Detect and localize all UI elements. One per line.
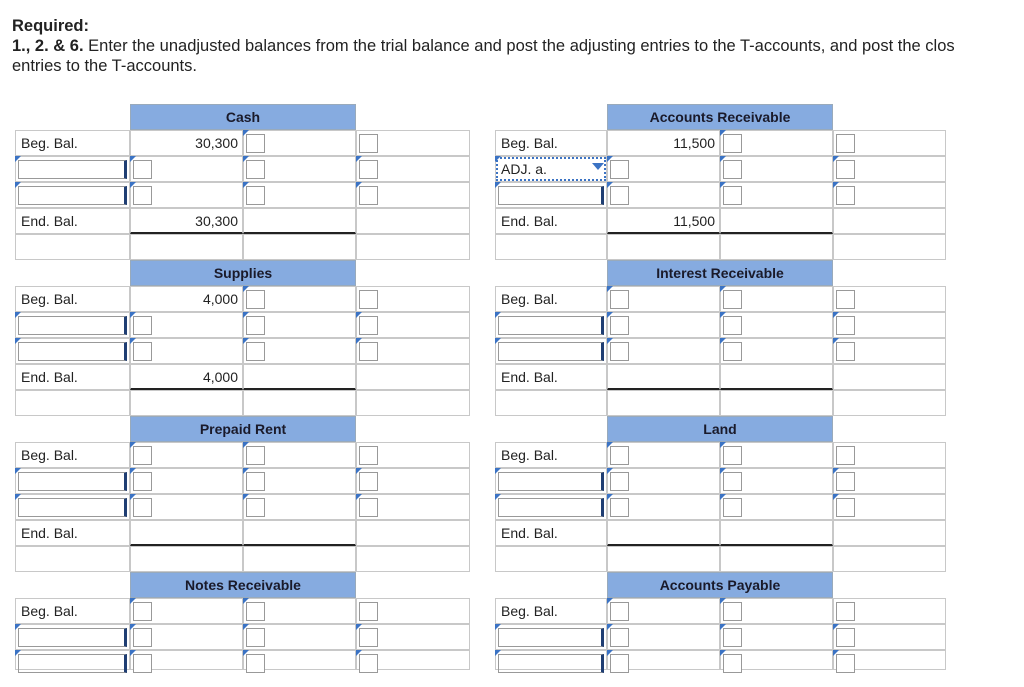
beg-bal-debit-input[interactable]: [607, 598, 720, 624]
account-header-ap: Accounts Payable: [607, 572, 833, 598]
instructions: [12, 16, 955, 76]
input-marker-icon: [130, 598, 136, 604]
entry-debit-input[interactable]: [130, 494, 243, 520]
input-marker-icon: [130, 494, 136, 500]
account-header-cash: Cash: [130, 104, 356, 130]
input-marker-icon: [720, 624, 726, 630]
header-spacer: [495, 416, 607, 442]
input-marker-icon: [356, 338, 362, 344]
blank-cell: [607, 390, 720, 416]
entry-select[interactable]: [15, 468, 130, 494]
input-marker-icon: [720, 286, 726, 292]
blank-cell: [833, 546, 946, 572]
entry-credit-input[interactable]: [720, 156, 833, 182]
blank-cell: [356, 442, 470, 468]
input-marker-icon: [833, 156, 839, 162]
entry-credit-input[interactable]: [243, 156, 356, 182]
input-marker-icon: [15, 650, 21, 656]
instructions-numbers: 1., 2. & 6.: [12, 37, 84, 55]
blank-cell: [356, 624, 470, 650]
beg-bal-debit-input[interactable]: 4,000: [130, 286, 243, 312]
input-marker-icon: [833, 182, 839, 188]
chevron-down-icon[interactable]: [592, 163, 604, 170]
input-marker-icon: [243, 494, 249, 500]
blank-cell: [833, 598, 946, 624]
entry-credit-input[interactable]: [720, 312, 833, 338]
input-marker-icon: [356, 468, 362, 474]
blank-cell: [356, 182, 470, 208]
entry-debit-input[interactable]: [130, 182, 243, 208]
account-header-land: Land: [607, 416, 833, 442]
blank-cell: [495, 234, 607, 260]
entry-select[interactable]: [15, 624, 130, 650]
blank-cell: [356, 546, 470, 572]
input-marker-icon: [607, 286, 613, 292]
end-bal-label: End. Bal.: [495, 208, 607, 234]
input-marker-icon: [130, 312, 136, 318]
input-marker-icon: [833, 494, 839, 500]
account-header-supplies: Supplies: [130, 260, 356, 286]
end-bal-credit: [720, 364, 833, 390]
input-marker-icon: [833, 312, 839, 318]
beg-bal-label: Beg. Bal.: [495, 442, 607, 468]
end-bal-credit: [243, 520, 356, 546]
blank-cell: [833, 286, 946, 312]
blank-cell: [356, 364, 470, 390]
input-marker-icon: [243, 312, 249, 318]
entry-credit-input[interactable]: [243, 494, 356, 520]
blank-cell: [607, 546, 720, 572]
header-spacer: [15, 416, 130, 442]
adjustment-select[interactable]: [495, 156, 607, 182]
beg-bal-credit-input[interactable]: [720, 442, 833, 468]
blank-cell: [356, 156, 470, 182]
input-marker-icon: [495, 468, 501, 474]
blank-cell: [15, 234, 130, 260]
entry-debit-input[interactable]: [607, 494, 720, 520]
entry-select[interactable]: [15, 494, 130, 520]
input-marker-icon: [356, 312, 362, 318]
blank-cell: [720, 546, 833, 572]
input-marker-icon: [720, 156, 726, 162]
beg-bal-label: Beg. Bal.: [15, 130, 130, 156]
beg-bal-credit-input[interactable]: [720, 286, 833, 312]
input-marker-icon: [720, 598, 726, 604]
entry-credit-input[interactable]: [720, 494, 833, 520]
input-marker-icon: [495, 494, 501, 500]
input-marker-icon: [833, 468, 839, 474]
end-bal-debit: 4,000: [130, 364, 243, 390]
entry-select[interactable]: [15, 156, 130, 182]
blank-cell: [833, 520, 946, 546]
beg-bal-label: Beg. Bal.: [15, 442, 130, 468]
input-marker-icon: [720, 468, 726, 474]
end-bal-debit: [607, 364, 720, 390]
input-marker-icon: [356, 494, 362, 500]
header-spacer: [495, 104, 607, 130]
beg-bal-credit-input[interactable]: [243, 442, 356, 468]
input-marker-icon: [607, 442, 613, 448]
blank-cell: [833, 234, 946, 260]
blank-cell: [833, 130, 946, 156]
input-marker-icon: [607, 312, 613, 318]
end-bal-credit: [720, 208, 833, 234]
blank-cell: [356, 650, 470, 670]
input-marker-icon: [243, 650, 249, 656]
entry-credit-input[interactable]: [243, 338, 356, 364]
input-marker-icon: [833, 650, 839, 656]
entry-debit-input[interactable]: [607, 468, 720, 494]
input-marker-icon: [495, 624, 501, 630]
blank-cell: [130, 234, 243, 260]
input-marker-icon: [495, 650, 501, 656]
input-marker-icon: [833, 624, 839, 630]
input-marker-icon: [243, 286, 249, 292]
entry-debit-input[interactable]: [607, 338, 720, 364]
entry-select[interactable]: [495, 494, 607, 520]
end-bal-debit: 11,500: [607, 208, 720, 234]
end-bal-credit: [243, 208, 356, 234]
account-header-interest: Interest Receivable: [607, 260, 833, 286]
blank-cell: [833, 156, 946, 182]
entry-credit-input[interactable]: [720, 468, 833, 494]
beg-bal-credit-input[interactable]: [243, 598, 356, 624]
end-bal-label: End. Bal.: [495, 364, 607, 390]
input-marker-icon: [130, 182, 136, 188]
input-marker-icon: [607, 156, 613, 162]
selection-outline: [496, 157, 606, 181]
input-marker-icon: [243, 130, 249, 136]
input-marker-icon: [356, 156, 362, 162]
instructions-heading: Required:: [12, 17, 90, 35]
instructions-text-1: Enter the unadjusted balances from the trial balance and post the adjusting entries to the T-accounts, and post the clos: [83, 37, 955, 55]
blank-cell: [833, 494, 946, 520]
blank-cell: [356, 494, 470, 520]
blank-cell: [356, 234, 470, 260]
blank-cell: [130, 390, 243, 416]
entry-select[interactable]: [15, 338, 130, 364]
entry-select[interactable]: [15, 312, 130, 338]
adjustment-label: ADJ. a.: [501, 161, 547, 177]
entry-select[interactable]: [15, 182, 130, 208]
input-marker-icon: [15, 156, 21, 162]
account-header-notes: Notes Receivable: [130, 572, 356, 598]
entry-debit-input[interactable]: [607, 312, 720, 338]
input-marker-icon: [15, 312, 21, 318]
end-bal-credit: [243, 364, 356, 390]
entry-debit-input[interactable]: [607, 156, 720, 182]
end-bal-label: End. Bal.: [15, 208, 130, 234]
input-marker-icon: [356, 182, 362, 188]
blank-cell: [356, 208, 470, 234]
header-spacer: [15, 260, 130, 286]
beg-bal-label: Beg. Bal.: [15, 286, 130, 312]
input-marker-icon: [243, 156, 249, 162]
input-marker-icon: [130, 650, 136, 656]
input-marker-icon: [607, 494, 613, 500]
beg-bal-label: Beg. Bal.: [495, 598, 607, 624]
blank-cell: [356, 390, 470, 416]
account-header-ar: Accounts Receivable: [607, 104, 833, 130]
input-marker-icon: [243, 442, 249, 448]
entry-credit-input[interactable]: [720, 624, 833, 650]
beg-bal-label: Beg. Bal.: [495, 130, 607, 156]
blank-cell: [833, 442, 946, 468]
blank-cell: [356, 598, 470, 624]
input-marker-icon: [356, 624, 362, 630]
input-marker-icon: [720, 130, 726, 136]
entry-debit-input[interactable]: [130, 156, 243, 182]
input-marker-icon: [130, 338, 136, 344]
entry-select[interactable]: [495, 468, 607, 494]
entry-debit-input[interactable]: [130, 338, 243, 364]
entry-select[interactable]: [15, 650, 130, 670]
entry-credit-input[interactable]: [243, 650, 356, 670]
end-bal-label: End. Bal.: [495, 520, 607, 546]
blank-cell: [833, 624, 946, 650]
header-spacer: [495, 572, 607, 598]
input-marker-icon: [243, 624, 249, 630]
input-marker-icon: [607, 598, 613, 604]
input-marker-icon: [243, 468, 249, 474]
beg-bal-debit-input[interactable]: [607, 442, 720, 468]
blank-cell: [495, 546, 607, 572]
input-marker-icon: [607, 338, 613, 344]
entry-select[interactable]: [495, 650, 607, 670]
entry-select[interactable]: [495, 338, 607, 364]
entry-credit-input[interactable]: [243, 468, 356, 494]
entry-credit-input[interactable]: [720, 338, 833, 364]
entry-credit-input[interactable]: [243, 182, 356, 208]
header-spacer: [15, 572, 130, 598]
beg-bal-debit-input[interactable]: [130, 598, 243, 624]
blank-cell: [356, 130, 470, 156]
input-marker-icon: [130, 624, 136, 630]
blank-cell: [130, 546, 243, 572]
input-marker-icon: [495, 156, 501, 162]
input-marker-icon: [15, 182, 21, 188]
entry-debit-input[interactable]: [607, 624, 720, 650]
entry-debit-input[interactable]: [607, 182, 720, 208]
blank-cell: [720, 390, 833, 416]
blank-cell: [833, 390, 946, 416]
input-marker-icon: [356, 650, 362, 656]
entry-credit-input[interactable]: [720, 182, 833, 208]
blank-cell: [833, 364, 946, 390]
entry-debit-input[interactable]: [130, 312, 243, 338]
blank-cell: [833, 468, 946, 494]
input-marker-icon: [130, 468, 136, 474]
blank-cell: [243, 546, 356, 572]
input-marker-icon: [15, 624, 21, 630]
beg-bal-debit-input[interactable]: 30,300: [130, 130, 243, 156]
end-bal-credit: [720, 520, 833, 546]
beg-bal-debit-input[interactable]: [130, 442, 243, 468]
input-marker-icon: [243, 338, 249, 344]
input-marker-icon: [15, 494, 21, 500]
entry-select[interactable]: [495, 624, 607, 650]
entry-credit-input[interactable]: [243, 624, 356, 650]
end-bal-debit: 30,300: [130, 208, 243, 234]
header-spacer: [15, 104, 130, 130]
blank-cell: [243, 390, 356, 416]
entry-debit-input[interactable]: [607, 650, 720, 670]
input-marker-icon: [15, 338, 21, 344]
blank-cell: [833, 312, 946, 338]
blank-cell: [833, 208, 946, 234]
beg-bal-debit-input[interactable]: 11,500: [607, 130, 720, 156]
end-bal-label: End. Bal.: [15, 520, 130, 546]
blank-cell: [356, 286, 470, 312]
blank-cell: [356, 520, 470, 546]
blank-cell: [243, 234, 356, 260]
input-marker-icon: [720, 442, 726, 448]
blank-cell: [356, 338, 470, 364]
end-bal-debit: [607, 520, 720, 546]
input-marker-icon: [495, 338, 501, 344]
input-marker-icon: [720, 494, 726, 500]
input-marker-icon: [607, 468, 613, 474]
blank-cell: [720, 234, 833, 260]
input-marker-icon: [495, 182, 501, 188]
input-marker-icon: [833, 338, 839, 344]
input-marker-icon: [243, 182, 249, 188]
input-marker-icon: [720, 182, 726, 188]
instructions-text-2: entries to the T-accounts.: [12, 57, 197, 75]
input-marker-icon: [130, 156, 136, 162]
input-marker-icon: [720, 338, 726, 344]
input-marker-icon: [607, 182, 613, 188]
entry-credit-input[interactable]: [243, 312, 356, 338]
input-marker-icon: [130, 442, 136, 448]
blank-cell: [356, 312, 470, 338]
entry-debit-input[interactable]: [130, 468, 243, 494]
blank-cell: [833, 650, 946, 670]
blank-cell: [495, 390, 607, 416]
beg-bal-credit-input[interactable]: [243, 286, 356, 312]
beg-bal-credit-input[interactable]: [720, 598, 833, 624]
input-marker-icon: [720, 650, 726, 656]
entry-debit-input[interactable]: [130, 650, 243, 670]
end-bal-label: End. Bal.: [15, 364, 130, 390]
header-spacer: [495, 260, 607, 286]
blank-cell: [15, 546, 130, 572]
entry-credit-input[interactable]: [720, 650, 833, 670]
blank-cell: [356, 468, 470, 494]
blank-cell: [15, 390, 130, 416]
beg-bal-credit-input[interactable]: [243, 130, 356, 156]
entry-select[interactable]: [495, 182, 607, 208]
input-marker-icon: [720, 312, 726, 318]
blank-cell: [833, 338, 946, 364]
beg-bal-debit-input[interactable]: [607, 286, 720, 312]
input-marker-icon: [607, 650, 613, 656]
input-marker-icon: [607, 624, 613, 630]
beg-bal-credit-input[interactable]: [720, 130, 833, 156]
account-header-prepaid: Prepaid Rent: [130, 416, 356, 442]
entry-select[interactable]: [495, 312, 607, 338]
beg-bal-label: Beg. Bal.: [495, 286, 607, 312]
input-marker-icon: [15, 468, 21, 474]
end-bal-debit: [130, 520, 243, 546]
entry-debit-input[interactable]: [130, 624, 243, 650]
blank-cell: [607, 234, 720, 260]
input-marker-icon: [495, 312, 501, 318]
beg-bal-label: Beg. Bal.: [15, 598, 130, 624]
blank-cell: [833, 182, 946, 208]
input-marker-icon: [243, 598, 249, 604]
